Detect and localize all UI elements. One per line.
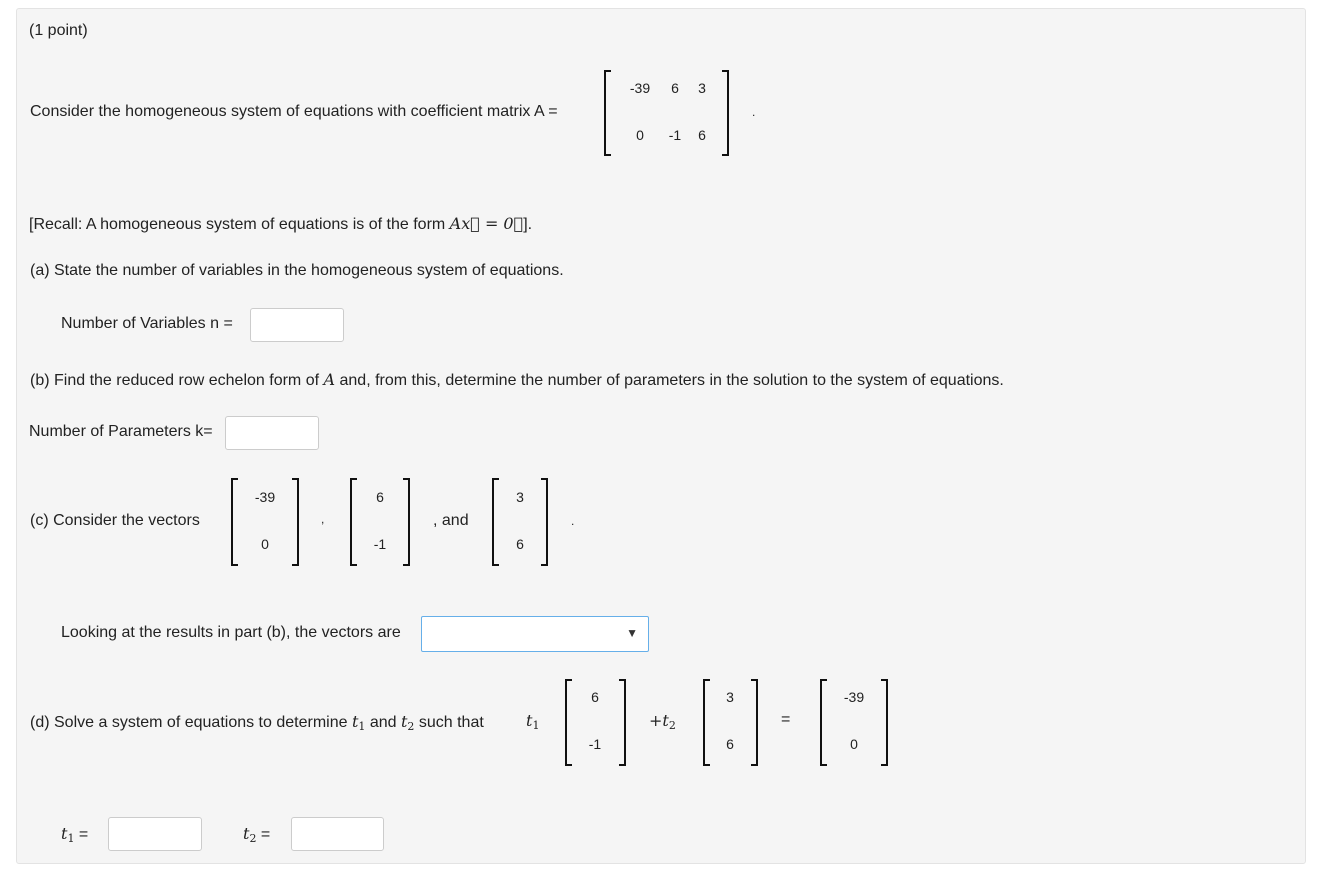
- vector-cell: -1: [373, 536, 387, 552]
- part-d-question: [30, 712, 484, 733]
- part-c-label: (c) Consider the vectors: [30, 512, 200, 529]
- lhs-t1-symbol: t: [526, 711, 533, 730]
- recall-math: Ax⃗ = 0⃗: [449, 214, 524, 233]
- recall-suffix: ].: [523, 216, 533, 233]
- vector-cell: 6: [516, 536, 524, 552]
- t2-answer-eq: =: [260, 826, 271, 843]
- matrix-cell: -39: [629, 80, 651, 96]
- part-d-and: and: [365, 714, 401, 731]
- vector-cell: 6: [726, 736, 734, 752]
- t1-answer-sub: 1: [67, 832, 75, 845]
- lhs-t1: [526, 711, 539, 732]
- plus-t2-symbol: +t: [649, 711, 669, 730]
- part-a-question: (a) State the number of variables in the homogeneous system of equations.: [30, 262, 564, 279]
- t2-answer-sub: 2: [249, 832, 257, 845]
- right-bracket: [751, 679, 758, 766]
- vector-cell: -39: [254, 489, 276, 505]
- part-b-question: [30, 370, 1004, 390]
- points-label: (1 point): [29, 22, 88, 39]
- part-b-var: A: [323, 370, 336, 389]
- matrix-cell: 6: [671, 80, 679, 96]
- t1-input[interactable]: [108, 817, 202, 851]
- variables-input[interactable]: [250, 308, 344, 342]
- right-bracket: [541, 478, 548, 566]
- t2-symbol: t: [400, 712, 408, 731]
- t1-answer-eq: =: [78, 826, 89, 843]
- equals-sign: =: [781, 711, 791, 728]
- dropdown-label: Looking at the results in part (b), the vectors are: [61, 624, 401, 641]
- left-bracket: [604, 70, 611, 156]
- left-bracket: [231, 478, 238, 566]
- parameters-label: Number of Parameters k=: [29, 423, 213, 440]
- t2-answer-symbol: t: [243, 824, 250, 843]
- matrix-cell: 3: [698, 80, 706, 96]
- right-bracket: [403, 478, 410, 566]
- right-bracket: [292, 478, 299, 566]
- vector-cell: 0: [261, 536, 269, 552]
- matrix-cell: -1: [668, 127, 682, 143]
- t1-answer-symbol: t: [61, 824, 68, 843]
- t1-symbol: t: [351, 712, 359, 731]
- part-d-pre: (d) Solve a system of equations to determine: [30, 714, 352, 731]
- part-d-post: such that: [414, 714, 484, 731]
- matrix-cell: 6: [698, 127, 706, 143]
- vector-cell: 6: [591, 689, 599, 705]
- plus-t2: [649, 711, 676, 732]
- variables-label: Number of Variables n =: [61, 315, 233, 332]
- t1-answer-label: [61, 824, 88, 845]
- left-bracket: [703, 679, 710, 766]
- right-bracket: [619, 679, 626, 766]
- part-b-pre: (b) Find the reduced row echelon form of: [30, 372, 324, 389]
- left-bracket: [565, 679, 572, 766]
- intro-text: Consider the homogeneous system of equations with coefficient matrix A =: [30, 103, 558, 120]
- lhs-t1-sub: 1: [532, 719, 540, 732]
- plus-t2-sub: 2: [668, 719, 676, 732]
- left-bracket: [350, 478, 357, 566]
- matrix-cell: 0: [636, 127, 644, 143]
- parameters-input[interactable]: [225, 416, 319, 450]
- right-bracket: [881, 679, 888, 766]
- recall-text: [29, 214, 532, 234]
- vector-cell: 6: [376, 489, 384, 505]
- part-b-post: and, from this, determine the number of parameters in the solution to the system of equations.: [335, 372, 1004, 389]
- vector-cell: 0: [850, 736, 858, 752]
- t1-sub: 1: [358, 720, 366, 733]
- left-bracket: [820, 679, 827, 766]
- triangle-down-icon: ▼: [626, 626, 638, 640]
- t2-sub: 2: [407, 720, 415, 733]
- vector-cell: 3: [516, 489, 524, 505]
- intro-period: .: [752, 105, 756, 119]
- vector-cell: 3: [726, 689, 734, 705]
- period: .: [571, 514, 575, 528]
- vector-cell: -39: [843, 689, 865, 705]
- recall-prefix: [Recall: A homogeneous system of equations is of the form: [29, 216, 450, 233]
- t2-answer-label: [243, 824, 270, 845]
- right-bracket: [722, 70, 729, 156]
- comma: ,: [321, 512, 325, 526]
- and-text: , and: [433, 512, 469, 529]
- t2-input[interactable]: [291, 817, 384, 851]
- left-bracket: [492, 478, 499, 566]
- vectors-dropdown[interactable]: [421, 616, 649, 652]
- vector-cell: -1: [588, 736, 602, 752]
